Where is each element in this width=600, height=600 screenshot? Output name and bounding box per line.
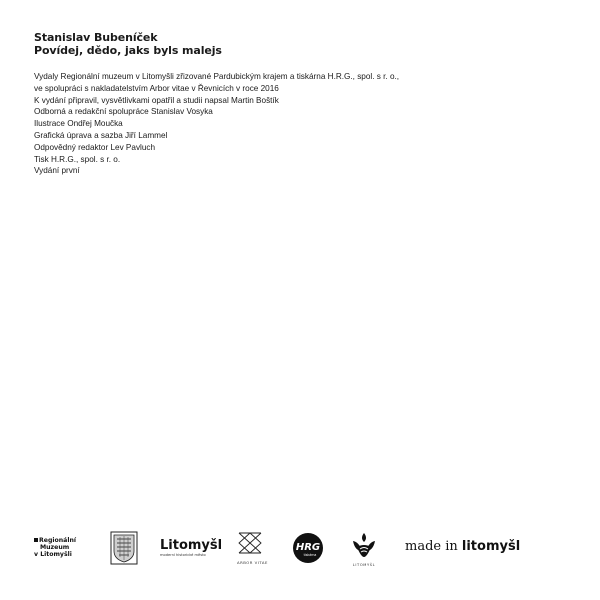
imprint-line: ve spolupráci s nakladatelstvím Arbor vitae v Řevnicích v roce 2016 — [34, 83, 279, 93]
imprint-line: Odborná a redakční spolupráce Stanislav Vosyka — [34, 107, 213, 117]
made-in-litomysl-logo — [405, 539, 520, 554]
lotus-flame-icon — [349, 531, 379, 559]
imprint-line: Grafická úprava a sazba Jiří Lammel — [34, 130, 168, 140]
imprint-block — [34, 71, 399, 177]
square-mark-icon — [34, 538, 38, 542]
regional-museum-logo — [34, 537, 94, 558]
coat-of-arms-icon — [110, 531, 138, 565]
imprint-line: Ilustrace Ondřej Moučka — [34, 119, 123, 129]
rml-line3: v Litomyšli — [34, 551, 72, 558]
publisher-logos — [0, 528, 600, 568]
arbor-vitae-icon — [237, 531, 263, 555]
litomysl-wordmark: Litomyšl — [160, 538, 223, 553]
imprint-line: K vydání připravil, vysvětlivkami opatřil a studii napsal Martin Boštík — [34, 95, 279, 105]
book-header — [34, 31, 222, 57]
made-in-prefix: made in — [405, 539, 462, 554]
book-title: Povídej, dědo, jaks byls malejs — [34, 44, 222, 57]
author-name: Stanislav Bubeníček — [34, 31, 158, 44]
arbor-vitae-text: ARBOR VITAE — [237, 560, 268, 565]
lotus-text: LITOMYŠL — [352, 563, 376, 567]
rml-line1: Regionální — [39, 537, 76, 544]
hrg-text: HRG — [295, 542, 321, 553]
litomysl-subtitle: moderní historické město — [160, 553, 206, 557]
imprint-line: Odpovědný redaktor Lev Pavluch — [34, 142, 156, 152]
imprint-line: Vydaly Regionální muzeum v Litomyšli zřizované Pardubickým krajem a tiskárna H.R.G., spol. s r. o., — [34, 72, 400, 81]
imprint-line: Vydání první — [34, 166, 80, 176]
lotus-logo — [349, 531, 379, 567]
coat-of-arms-logo — [110, 531, 138, 569]
imprint-line: Tisk H.R.G., spol. s r. o. — [34, 154, 121, 164]
arbor-vitae-logo — [237, 531, 268, 565]
hrg-logo — [292, 532, 324, 568]
litomysl-logo — [160, 539, 222, 558]
hrg-badge-icon — [292, 532, 324, 564]
made-in-word: litomyšl — [461, 539, 521, 554]
hrg-sub: tiskárna — [303, 553, 317, 557]
rml-line2: Muzeum — [40, 544, 70, 551]
